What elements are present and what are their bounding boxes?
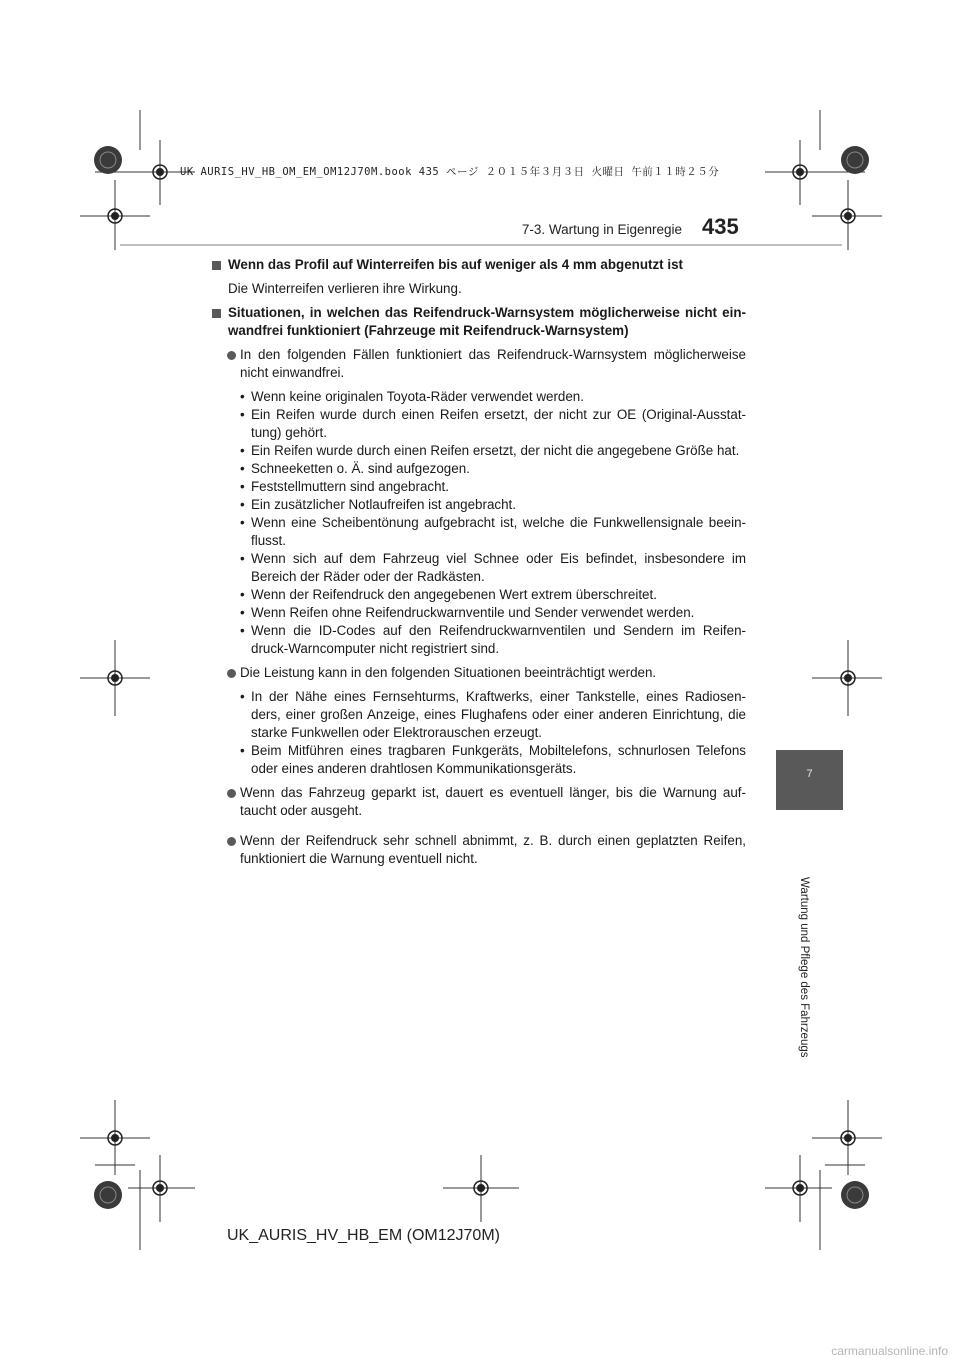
page-number: 435 <box>702 214 739 239</box>
list-item-text: Ein zusätzlicher Notlaufreifen ist angebracht. <box>251 497 516 512</box>
list-item: • Wenn eine Scheibentönung aufgebracht ist, welche die Funkwellensignale beein-flusst. <box>240 515 746 548</box>
list-item-text: Feststellmuttern sind angebracht. <box>251 479 449 494</box>
round-bullet-icon <box>227 789 236 798</box>
bullet-text: Die Leistung kann in den folgenden Situationen beeinträchtigt werden. <box>240 665 657 680</box>
list-item: • Wenn keine originalen Toyota-Räder verwendet werden. <box>240 389 584 404</box>
list-item: • Wenn der Reifendruck den angegebenen Wert extrem überschreitet. <box>240 587 657 602</box>
list-item-text: Ein Reifen wurde durch einen Reifen ersetzt, der nicht zur OE (Original-Ausstat-tung) gehört. <box>251 407 746 440</box>
bullet-item <box>212 664 746 682</box>
list-item-text: Wenn Reifen ohne Reifendruckwarnventile und Sender verwendet werden. <box>251 605 695 620</box>
list-item-text: In der Nähe eines Fernsehturms, Kraftwerks, einer Tankstelle, eines Radiosen-ders, einer großen Anzeige, eines Flughafens oder einer anderen Einrichtung, die starke Funkwellen oder Elektrorauschen erzeugt. <box>251 689 746 740</box>
round-bullet-icon <box>227 837 236 846</box>
list-item: • Ein Reifen wurde durch einen Reifen ersetzt, der nicht die angegebene Größe hat. <box>240 443 740 458</box>
list-item: • Beim Mitführen eines tragbaren Funkgeräts, Mobiltelefons, schnurlosen Telefons oder eines anderen drahtlosen Kommunikationsgeräts. <box>240 743 746 776</box>
list-item-text: Wenn sich auf dem Fahrzeug viel Schnee oder Eis befindet, insbesondere im Bereich der Räder oder der Radkästen. <box>251 551 746 584</box>
round-bullet-icon <box>227 669 236 678</box>
list-item-text: Wenn eine Scheibentönung aufgebracht ist, welche die Funkwellensignale beein-flusst. <box>251 515 746 548</box>
bullet-text: In den folgenden Fällen funktioniert das Reifendruck-Warnsystem möglicherweise nicht einwandfrei. <box>240 347 746 380</box>
list-item-text: Wenn keine originalen Toyota-Räder verwendet werden. <box>251 389 584 404</box>
bullet-item <box>212 784 746 820</box>
list-item-text: Wenn der Reifendruck den angegebenen Wert extrem überschreitet. <box>251 587 657 602</box>
watermark: carmanualsonline.info <box>831 1344 948 1358</box>
round-bullet-icon <box>227 351 236 360</box>
bullet-item <box>212 346 746 382</box>
bullet-item <box>212 832 746 868</box>
list-item-text: Ein Reifen wurde durch einen Reifen ersetzt, der nicht die angegebene Größe hat. <box>251 443 740 458</box>
square-bullet-icon <box>212 261 221 270</box>
bullet-text: Wenn der Reifendruck sehr schnell abnimmt, z. B. durch einen geplatzten Reifen, funktioniert die Warnung eventuell nicht. <box>240 833 746 866</box>
chapter-number: 7 <box>806 768 813 780</box>
heading-text: Situationen, in welchen das Reifendruck-Warnsystem möglicherweise nicht ein-wandfrei funktioniert (Fahrzeuge mit Reifendruck-Warnsystem) <box>228 305 746 338</box>
paragraph: Die Winterreifen verlieren ihre Wirkung. <box>228 281 462 296</box>
square-bullet-icon <box>212 309 221 318</box>
list-item: • Wenn Reifen ohne Reifendruckwarnventile und Sender verwendet werden. <box>240 605 695 620</box>
section-heading <box>212 304 746 340</box>
chapter-tab <box>776 750 843 810</box>
footer-code: UK_AURIS_HV_HB_EM (OM12J70M) <box>227 1227 500 1244</box>
header-rule <box>120 244 842 246</box>
section-title: 7-3. Wartung in Eigenregie <box>521 222 682 237</box>
main-content <box>212 256 746 868</box>
heading-text: Wenn das Profil auf Winterreifen bis auf weniger als 4 mm abgenutzt ist <box>228 257 683 272</box>
chapter-title: Wartung und Pflege des Fahrzeugs <box>798 877 810 1058</box>
list-item: • Feststellmuttern sind angebracht. <box>240 479 449 494</box>
list-item: • Ein Reifen wurde durch einen Reifen ersetzt, der nicht zur OE (Original-Ausstat-tung) gehört. <box>240 407 746 440</box>
list-item: • Wenn die ID-Codes auf den Reifendruckwarnventilen und Sendern im Reifen-druck-Warncomputer nicht registriert sind. <box>240 623 746 656</box>
list-item: • In der Nähe eines Fernsehturms, Kraftwerks, einer Tankstelle, eines Radiosen-ders, einer großen Anzeige, eines Flughafens oder einer anderen Einrichtung, die starke Funkwellen oder Elektrorauschen erzeugt. <box>240 689 746 740</box>
list-item: • Wenn sich auf dem Fahrzeug viel Schnee oder Eis befindet, insbesondere im Bereich der Räder oder der Radkästen. <box>240 551 746 584</box>
list-item: • Schneeketten o. Ä. sind aufgezogen. <box>240 461 470 476</box>
list-item-text: Schneeketten o. Ä. sind aufgezogen. <box>251 461 470 476</box>
print-info: UK AURIS_HV_HB_OM_EM_OM12J70M.book 435 ページ ２０１５年３月３日 火曜日 午前１１時２５分 <box>180 166 720 178</box>
list-item-text: Wenn die ID-Codes auf den Reifendruckwarnventilen und Sendern im Reifen-druck-Warncomputer nicht registriert sind. <box>251 623 746 656</box>
list-item: • Ein zusätzlicher Notlaufreifen ist angebracht. <box>240 497 516 512</box>
list-item-text: Beim Mitführen eines tragbaren Funkgeräts, Mobiltelefons, schnurlosen Telefons oder eines anderen drahtlosen Kommunikationsgeräts. <box>251 743 746 776</box>
bullet-text: Wenn das Fahrzeug geparkt ist, dauert es eventuell länger, bis die Warnung auf-taucht oder ausgeht. <box>240 785 746 818</box>
section-heading <box>212 256 746 274</box>
